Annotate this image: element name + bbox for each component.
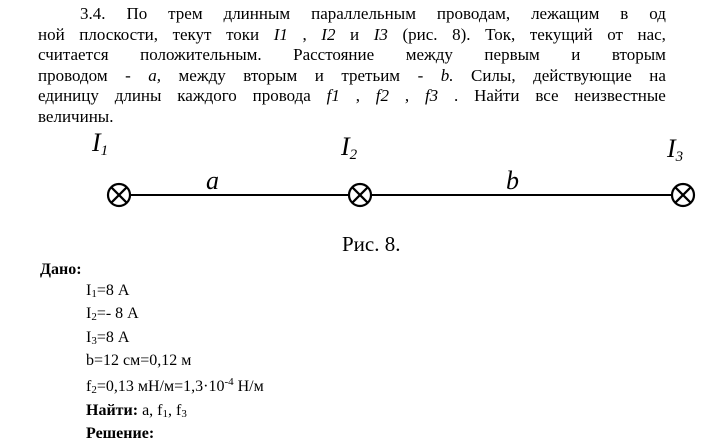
- problem-line: [38, 86, 666, 107]
- problem-word: от: [607, 24, 623, 44]
- problem-word: ,: [302, 24, 307, 44]
- wire-label-i3: $I_3$: [667, 134, 684, 165]
- figure-caption: Рис. 8.: [342, 232, 401, 256]
- wire-1-into-page-icon: [108, 184, 130, 206]
- problem-word: ,: [404, 86, 410, 105]
- problem-word: Силы,: [471, 65, 516, 85]
- wire-label-i1: $I_1$: [92, 128, 109, 159]
- figure-8: [0, 128, 718, 258]
- problem-word: и: [350, 24, 360, 44]
- problem-word: в: [620, 4, 629, 23]
- problem-word: f1: [326, 86, 340, 105]
- problem-word: и: [571, 45, 581, 64]
- problem-word: между: [405, 45, 453, 64]
- problem-word: (рис.: [402, 24, 438, 44]
- problem-word: a,: [148, 65, 162, 85]
- given-f2: $f_2=0,13$ $мН/м=1,3\cdot 10^{-4}$ Н/м: [86, 375, 264, 396]
- problem-word: параллельным: [311, 4, 416, 23]
- problem-word: 8).: [452, 24, 471, 44]
- problem-word: ной: [38, 24, 65, 44]
- problem-word: неизвестные: [574, 86, 666, 105]
- distance-label-a: a: [206, 166, 219, 195]
- wire-label-i2: $I_2$: [341, 132, 358, 163]
- problem-word: лежащим: [531, 4, 600, 23]
- given-i2: $I_2=-$ 8 А: [86, 305, 139, 324]
- problem-word: 3.4.: [80, 4, 106, 23]
- given-i3: $I_3=8$ А: [86, 328, 130, 347]
- solution-label: Решение:: [86, 425, 155, 443]
- problem-statement: [38, 4, 666, 127]
- problem-word: каждого: [177, 86, 237, 105]
- problem-word: длины: [114, 86, 162, 105]
- problem-word: плоскости,: [79, 24, 158, 44]
- problem-word: По: [126, 4, 148, 23]
- problem-word: нас,: [637, 24, 666, 44]
- distance-label-b: b: [506, 166, 519, 195]
- problem-word: проводом: [38, 65, 108, 85]
- problem-word: I1: [273, 24, 288, 44]
- problem-word: Расстояние: [293, 45, 375, 64]
- problem-line: [38, 66, 666, 87]
- problem-word: f3: [424, 86, 439, 105]
- problem-word: Ток,: [485, 24, 516, 44]
- problem-word: первым: [484, 45, 540, 64]
- problem-word: вторым: [243, 65, 298, 85]
- problem-word: единицу: [38, 86, 99, 105]
- problem-word: вторым: [611, 45, 666, 64]
- problem-word: проводам,: [436, 4, 511, 23]
- problem-word: действующие: [533, 65, 632, 85]
- problem-word: третьим: [341, 65, 401, 85]
- problem-word: Найти: [474, 86, 520, 105]
- problem-word: длинным: [223, 4, 291, 23]
- wire-3-into-page-icon: [672, 184, 694, 206]
- wire-2-into-page-icon: [349, 184, 371, 206]
- given-title: Дано:: [40, 261, 82, 278]
- problem-word: и: [314, 65, 324, 85]
- problem-word: b.: [440, 65, 454, 85]
- problem-line: [38, 45, 666, 66]
- problem-word: I3: [373, 24, 388, 44]
- problem-word: трем: [168, 4, 203, 23]
- problem-line: [38, 107, 666, 128]
- find-line: Найти: a, $f_1$, $f_3$: [86, 401, 187, 420]
- wires-diagram: [0, 128, 718, 228]
- problem-word: текут: [172, 24, 212, 44]
- problem-word: од: [649, 4, 666, 23]
- problem-word: на: [649, 65, 666, 85]
- problem-word: токи: [226, 24, 260, 44]
- problem-word: положительным.: [140, 45, 262, 64]
- problem-line: [38, 25, 666, 46]
- given-section: [40, 260, 264, 445]
- problem-word: считается: [38, 45, 109, 64]
- problem-word: -: [125, 65, 131, 85]
- problem-word: все: [535, 86, 559, 105]
- problem-word: текущий: [529, 24, 593, 44]
- problem-line: [38, 4, 666, 25]
- problem-word: -: [417, 65, 424, 85]
- problem-word: провода: [252, 86, 311, 105]
- problem-word: величины.: [38, 106, 114, 126]
- problem-word: ,: [355, 86, 360, 105]
- problem-word: между: [178, 65, 226, 85]
- given-i1: $I_1=8$ А: [86, 281, 130, 300]
- problem-word: f2: [375, 86, 390, 105]
- problem-word: I2: [321, 24, 336, 44]
- given-b: b=12 см=0,12 м: [86, 352, 192, 370]
- problem-word: .: [454, 86, 459, 105]
